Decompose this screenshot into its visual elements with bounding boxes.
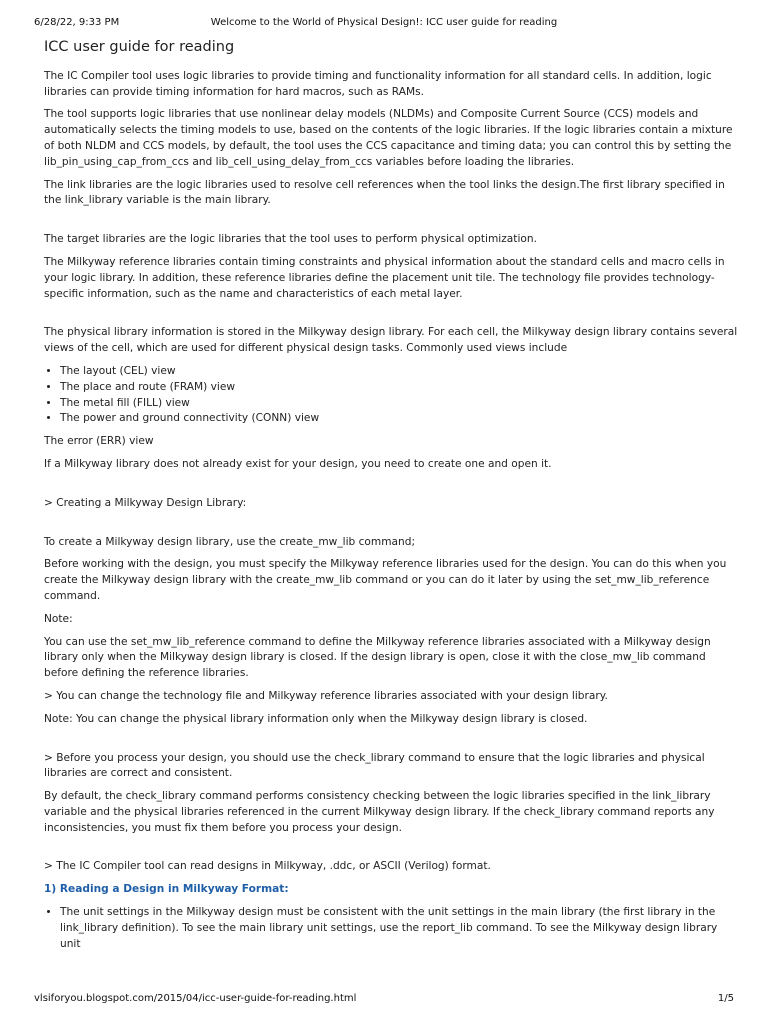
- paragraph: > You can change the technology file and Milkyway reference libraries associated with your design library.: [44, 689, 608, 702]
- paragraph: The link libraries are the logic libraries used to resolve cell references when the tool links the design.The first library specified in the link_library variable is the main library.: [44, 178, 725, 207]
- paragraph: The error (ERR) view: [44, 435, 154, 448]
- list-item: • The place and route (FRAM) view: [60, 380, 738, 396]
- print-datetime: 6/28/22, 9:33 PM: [34, 17, 120, 28]
- article-body: [44, 40, 738, 959]
- list-item: • The metal fill (FILL) view: [60, 396, 738, 412]
- paragraph: You can use the set_mw_lib_reference command to define the Milkyway reference libraries associated with a Milkyway design library only when the Milkyway design library is closed. If the design library is open, close it with the close_mw_lib command before defining the reference libraries.: [44, 635, 711, 680]
- paragraph: If a Milkyway library does not already exist for your design, you need to create one and open it.: [44, 457, 552, 470]
- views-list: [44, 364, 738, 427]
- page-url: vlsiforyou.blogspot.com/2015/04/icc-user-guide-for-reading.html: [34, 993, 357, 1004]
- paragraph: > The IC Compiler tool can read designs in Milkyway, .ddc, or ASCII (Verilog) format.: [44, 860, 491, 873]
- paragraph: Note: You can change the physical library information only when the Milkyway design library is closed.: [44, 712, 588, 725]
- article-title: ICC user guide for reading: [44, 39, 235, 55]
- paragraph: The IC Compiler tool uses logic libraries to provide timing and functionality information for all standard cells. In addition, logic libraries can provide timing information for hard macros, such as RAMs.: [44, 69, 712, 98]
- paragraph: The target libraries are the logic libraries that the tool uses to perform physical optimization.: [44, 233, 537, 246]
- section-heading: 1) Reading a Design in Milkyway Format:: [44, 883, 289, 896]
- paragraph: > Before you process your design, you should use the check_library command to ensure that the logic libraries and physical libraries are correct and consistent.: [44, 751, 705, 780]
- print-page-title: Welcome to the World of Physical Design!: ICC user guide for reading: [210, 17, 558, 28]
- paragraph: Note:: [44, 612, 73, 625]
- paragraph: Before working with the design, you must specify the Milkyway reference libraries used for the design. You can do this when you create the Milkyway design library with the create_mw_lib command or you can do it later by using the set_mw_lib_reference command.: [44, 558, 727, 602]
- paragraph: The Milkyway reference libraries contain timing constraints and physical information about the standard cells and macro cells in your logic library. In addition, these reference libraries define the placement unit tile. The technology file provides technology-specific information, such as the name and characteristics of each metal layer.: [44, 255, 725, 300]
- paragraph: The physical library information is stored in the Milkyway design library. For each cell, the Milkyway design library contains several views of the cell, which are used for different physical design tasks. Commonly used views include: [44, 326, 738, 355]
- paragraph: > Creating a Milkyway Design Library:: [44, 496, 247, 509]
- list-item: • The layout (CEL) view: [60, 364, 738, 380]
- paragraph: The tool supports logic libraries that use nonlinear delay models (NLDMs) and Composite Current Source (CCS) models and automatically selects the timing models to use, based on the contents of the logic libraries. If the logic libraries contain a mixture of both NLDM and CCS models, by default, the tool uses the CCS capacitance and timing data; you can control this by setting the lib_pin_using_cap_from_ccs and lib_cell_using_delay_from_ccs variables before loading the libraries.: [44, 108, 733, 168]
- list-item: • The unit settings in the Milkyway design must be consistent with the unit settings in the main library (the first library in the link_library definition). To see the main library unit settings, use the report_lib command. To see the Milkyway design library unit: [60, 905, 738, 952]
- section-list: [44, 905, 738, 952]
- page-number: 1/5: [717, 993, 734, 1004]
- paragraph: By default, the check_library command performs consistency checking between the logic libraries specified in the link_library variable and the physical libraries referenced in the current Milkyway design library. If the check_library command reports any inconsistencies, you must fix them before you process your design.: [44, 790, 715, 834]
- paragraph: To create a Milkyway design library, use the create_mw_lib command;: [44, 535, 416, 548]
- list-item: • The power and ground connectivity (CONN) view: [60, 411, 738, 427]
